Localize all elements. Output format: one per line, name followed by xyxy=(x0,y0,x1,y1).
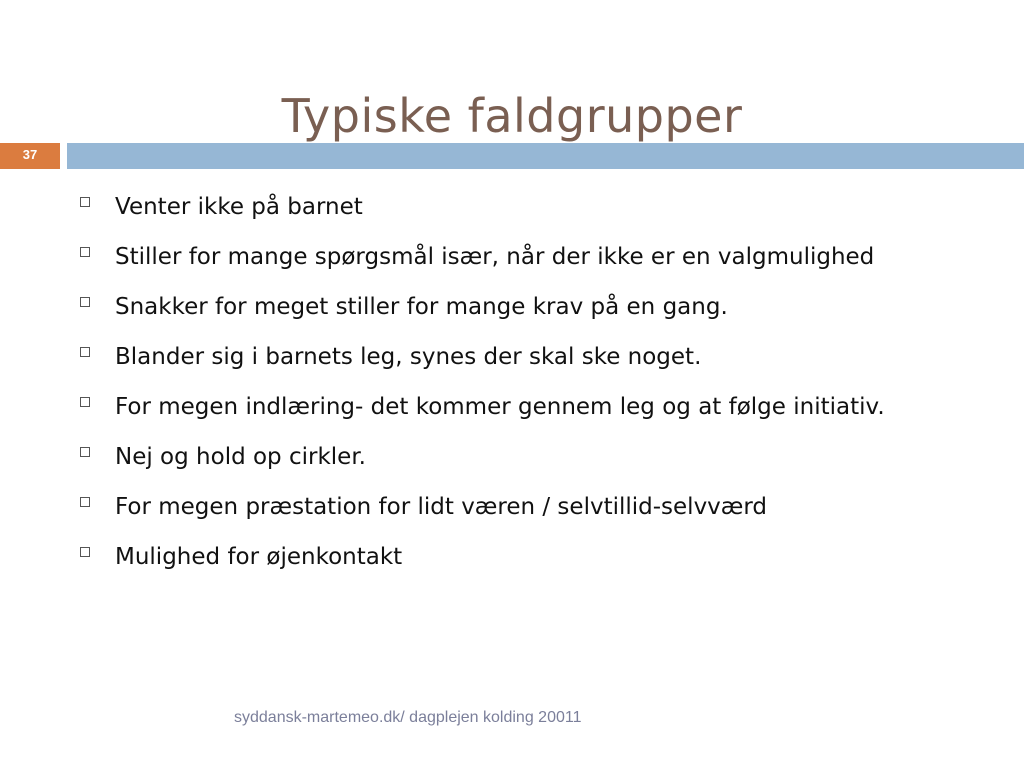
slide-title: Typiske faldgrupper xyxy=(281,88,743,143)
bullet-item xyxy=(80,536,960,578)
bullet-text: For megen præstation for lidt væren / selvtillid-selvværd xyxy=(115,494,768,520)
bullet-item xyxy=(80,336,960,378)
slide-footer: syddansk-martemeo.dk/ dagplejen kolding 20011 xyxy=(234,709,582,726)
square-bullet-icon xyxy=(80,186,115,207)
slide-number-badge: 37 xyxy=(0,143,60,169)
bullet-text: Stiller for mange spørgsmål især, når der ikke er en valgmulighed xyxy=(115,244,875,270)
square-bullet-icon xyxy=(80,286,115,307)
slide-content xyxy=(80,186,960,586)
square-bullet-icon xyxy=(80,536,115,557)
bullet-text: Venter ikke på barnet xyxy=(115,194,363,220)
square-bullet-icon xyxy=(80,386,115,407)
header-divider-bar xyxy=(67,143,1024,169)
bullet-text: Snakker for meget stiller for mange krav på en gang. xyxy=(115,294,728,320)
bullet-item xyxy=(80,286,960,328)
square-bullet-icon xyxy=(80,436,115,457)
bullet-text: Blander sig i barnets leg, synes der skal ske noget. xyxy=(115,344,702,370)
bullet-item xyxy=(80,236,960,278)
bullet-item xyxy=(80,186,960,228)
square-bullet-icon xyxy=(80,486,115,507)
bullet-text: For megen indlæring- det kommer gennem leg og at følge initiativ. xyxy=(115,394,885,420)
square-bullet-icon xyxy=(80,236,115,257)
bullet-text: Mulighed for øjenkontakt xyxy=(115,544,403,570)
bullet-text: Nej og hold op cirkler. xyxy=(115,444,366,470)
square-bullet-icon xyxy=(80,336,115,357)
bullet-item xyxy=(80,436,960,478)
bullet-item xyxy=(80,486,960,528)
bullet-list xyxy=(80,186,960,578)
bullet-item xyxy=(80,386,960,428)
